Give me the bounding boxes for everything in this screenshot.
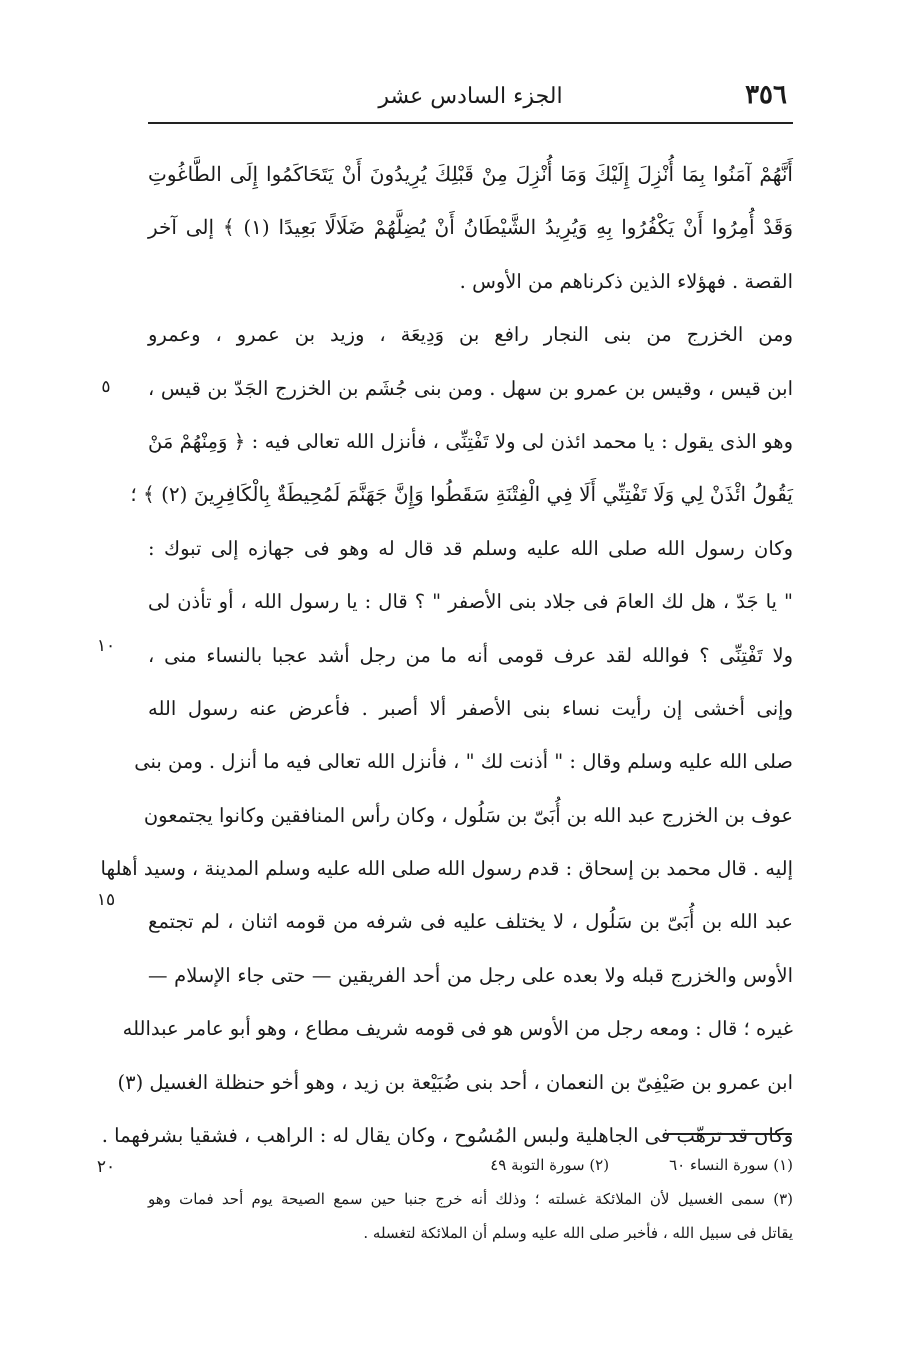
footnote-1: (١) سورة النساء ٦٠ (669, 1156, 793, 1174)
text-line: غيره ؛ قال : ومعه رجل من الأوس هو فى قومه شريف مطاع ، وهو أبو عامر عبدالله (122, 1017, 793, 1041)
page-header (148, 78, 793, 124)
footnote-separator (668, 1133, 792, 1135)
running-title: الجزء السادس عشر (378, 84, 563, 109)
text-line: وَقَدْ أُمِرُوا أَنْ يَكْفُرُوا بِهِ وَيُرِيدُ الشَّيْطَانُ أَنْ يُضِلَّهُمْ ضَلَالًا بَعِيدًا (١) ﴾ إلى آخر (148, 215, 793, 240)
text-line: وإنى أخشى إن رأيت نساء بنى الأصفر ألا أصبر . فأعرض عنه رسول الله (148, 696, 793, 720)
page-number: ٣٥٦ (745, 80, 787, 110)
text-line: ومن الخزرج من بنى النجار رافع بن وَدِيعَة ، وزيد بن عمرو ، وعمرو (148, 323, 793, 347)
footnote-row (148, 1148, 793, 1182)
text-line: ابن قيس ، وقيس بن عمرو بن سهل . ومن بنى جُشَم بن الخزرج الجَدّ بن قيس ، (148, 376, 793, 400)
text-line: إليه . قال محمد بن إسحاق : قدم رسول الله صلى الله عليه وسلم المدينة ، وسيد أهلها (100, 857, 793, 881)
text-line: عوف بن الخزرج عبد الله بن أُبَىّ بن سَلُول ، وكان رأس المنافقين وكانوا يجتمعون (143, 803, 793, 827)
footnote-3-line-2: يقاتل فى سبيل الله ، فأخبر صلى الله عليه وسلم أن الملائكة لتغسله . (363, 1224, 793, 1242)
footnote-3-line-1: (٣) سمى الغسيل لأن الملائكة غسلته ؛ وذلك أنه خرج جنبا حين سمع الصيحة يوم أحد فمات وهو (148, 1190, 793, 1208)
footnote-2: (٢) سورة التوبة ٤٩ (490, 1156, 610, 1174)
text-line: أَنَّهُمْ آمَنُوا بِمَا أُنْزِلَ إِلَيْكَ وَمَا أُنْزِلَ مِنْ قَبْلِكَ يُرِيدُونَ أَنْ يَتَحَاكَمُوا إِلَى الطَّاغُوتِ (148, 162, 793, 186)
text-line: صلى الله عليه وسلم وقال : " أذنت لك " ، فأنزل الله تعالى فيه ما أنزل . ومن بنى (134, 750, 793, 774)
text-line: وكان قد ترهّب فى الجاهلية ولبس المُسُوح ، وكان يقال له : الراهب ، فشقيا بشرفهما . (101, 1124, 793, 1148)
text-line: وهو الذى يقول : يا محمد ائذن لى ولا تَفْتِنِّى ، فأنزل الله تعالى فيه : ﴿ وَمِنْهُمْ مَنْ (148, 429, 793, 453)
text-line: ابن عمرو بن صَيْفِىّ بن النعمان ، أحد بنى ضُبَيْعة بن زيد ، وهو أخو حنظلة الغسيل (٣) (117, 1070, 793, 1094)
footnotes (148, 1148, 793, 1250)
text-line: وكان رسول الله صلى الله عليه وسلم قد قال له وهو فى جهازه إلى تبوك : (148, 536, 793, 560)
margin-line-number-20: ٢٠ (96, 1157, 116, 1177)
text-line: ولا تَفْتِنِّى ؟ فوالله لقد عرف قومى أنه ما من رجل أشد عجبا بالنساء منى ، (148, 643, 793, 667)
margin-line-number-5: ٥ (101, 377, 111, 397)
text-line: " يا جَدّ ، هل لك العامَ فى جلاد بنى الأصفر " ؟ قال : يا رسول الله ، أو تأذن لى (148, 590, 793, 614)
text-line: القصة . فهؤلاء الذين ذكرناهم من الأوس . (459, 269, 793, 293)
text-line: يَقُولُ ائْذَنْ لِي وَلَا تَفْتِنِّي أَلَا فِي الْفِتْنَةِ سَقَطُوا وَإِنَّ جَهَنَّمَ لَمُحِيطَةٌ بِالْكَافِرِينَ (٢) ﴾ ؛ (130, 482, 793, 507)
text-line: عبد الله بن أُبَىّ بن سَلُول ، لا يختلف عليه فى شرفه من قومه اثنان ، لم تجتمع (148, 910, 793, 934)
margin-line-number-10: ١٠ (96, 636, 116, 656)
margin-line-number-15: ١٥ (96, 890, 116, 910)
text-line: الأوس والخزرج قبله ولا بعده على رجل من أحد الفريقين — حتى جاء الإسلام — (148, 963, 793, 987)
